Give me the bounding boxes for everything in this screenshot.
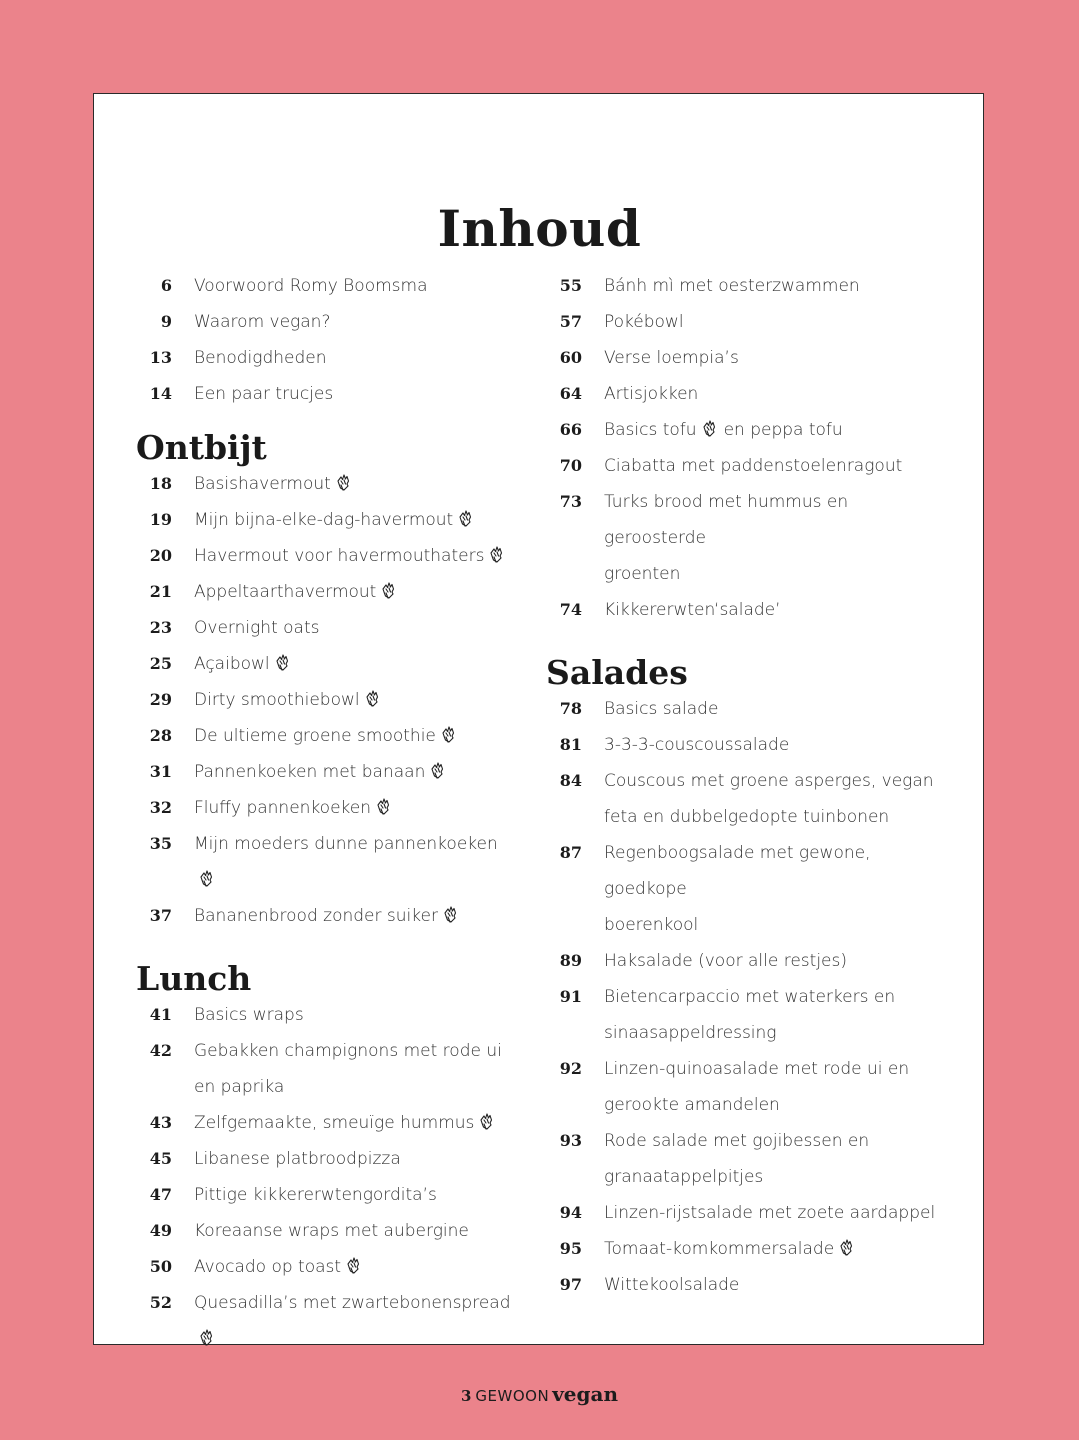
page-number: 21 [149, 582, 172, 601]
toc-entry [136, 574, 516, 610]
hand-leaf-icon [198, 1327, 216, 1347]
section-heading-salades: Salades [546, 653, 688, 692]
entry-title-wrap [194, 826, 516, 898]
entry-title: Voorwoord Romy Boomsma [194, 276, 428, 296]
entry-title-wrap [194, 1249, 516, 1285]
page-number: 18 [149, 474, 172, 493]
entry-title-wrap [604, 592, 946, 628]
entry-title: 3-3-3-couscoussalade [604, 735, 790, 755]
toc-entry-line [136, 340, 516, 376]
toc-entry-line [546, 592, 946, 628]
toc-entry-line [546, 376, 946, 412]
toc-entry [136, 268, 516, 304]
toc-entry [546, 1195, 946, 1231]
toc-entry [136, 1249, 516, 1285]
toc-entry [136, 466, 516, 502]
toc-entry [136, 340, 516, 376]
entry-title: Wittekoolsalade [604, 1275, 740, 1295]
toc-entry-line [546, 691, 946, 727]
page-number: 9 [160, 312, 172, 331]
toc-entry-line [136, 997, 516, 1033]
page-number: 35 [149, 834, 172, 853]
toc-entry-line [546, 727, 946, 763]
entry-title: Linzen-rijstsalade met zoete aardappel [604, 1203, 936, 1223]
entry-title: De ultieme groene smoothie [194, 726, 436, 746]
hand-leaf-icon [429, 760, 447, 780]
entry-title-wrap [604, 943, 946, 979]
hand-leaf-icon [335, 472, 353, 492]
entry-title: Artisjokken [604, 384, 699, 404]
page-number: 20 [149, 546, 172, 565]
page-number: 70 [559, 456, 582, 475]
toc-entry-line [546, 763, 946, 799]
toc-entry-line [136, 1213, 516, 1249]
hand-leaf-icon [478, 1111, 496, 1131]
entry-title: Tomaat-komkommersalade [604, 1239, 835, 1259]
page-number: 25 [149, 654, 172, 673]
entry-title-line-2: groenten [604, 564, 681, 584]
page-number: 95 [559, 1239, 582, 1258]
page-number: 94 [559, 1203, 582, 1222]
hand-leaf-icon [457, 508, 475, 528]
toc-left-column [136, 268, 516, 1357]
toc-entry-line [546, 340, 946, 376]
page-number: 49 [149, 1221, 172, 1240]
entry-title-wrap [194, 1177, 516, 1213]
entry-title-wrap [194, 1213, 516, 1249]
footer-brand-bold: vegan [552, 1382, 619, 1406]
entry-title-wrap [194, 997, 516, 1033]
page-number: 6 [160, 276, 172, 295]
page-number: 60 [559, 348, 582, 367]
toc-entry-line [546, 835, 946, 907]
entry-title: Dirty smoothiebowl [194, 690, 360, 710]
entry-title: Couscous met groene asperges, vegan [604, 771, 934, 791]
page-number: 13 [149, 348, 172, 367]
entry-title-wrap [194, 304, 516, 340]
toc-entry [136, 718, 516, 754]
toc-entry [136, 826, 516, 898]
entry-title: Appeltaarthavermout [194, 582, 377, 602]
entry-title: Linzen-quinoasalade met rode ui en [604, 1059, 910, 1079]
entry-title-wrap [194, 646, 516, 682]
entry-title: Pannenkoeken met banaan [194, 762, 426, 782]
toc-entry [546, 763, 946, 835]
page-number: 57 [559, 312, 582, 331]
footer-page-number: 3 [460, 1387, 472, 1405]
hand-leaf-icon [375, 796, 393, 816]
page-number: 66 [559, 420, 582, 439]
toc-entry-line [136, 538, 516, 574]
entry-title: Fluffy pannenkoeken [194, 798, 372, 818]
toc-entry-line [546, 268, 946, 304]
entry-title-wrap [194, 1141, 516, 1177]
page-number: 81 [559, 735, 582, 754]
entry-title: Pittige kikkererwtengordita’s [194, 1185, 437, 1205]
entry-title-wrap [604, 1267, 946, 1303]
entry-title-line-2: boerenkool [604, 915, 699, 935]
entry-title-wrap [194, 754, 516, 790]
entry-title-line-2: granaatappelpitjes [604, 1167, 764, 1187]
toc-entry-line [136, 1285, 516, 1357]
toc-entry-line-2 [546, 556, 946, 592]
hand-leaf-icon [380, 580, 398, 600]
entry-title-line-2: sinaasappeldressing [604, 1023, 777, 1043]
page-number: 91 [559, 987, 582, 1006]
entry-title-wrap [194, 340, 516, 376]
toc-entry-line [136, 754, 516, 790]
toc-entry [546, 412, 946, 448]
entry-title-line-2: gerookte amandelen [604, 1095, 780, 1115]
page-number: 55 [559, 276, 582, 295]
entry-title-wrap [604, 763, 946, 799]
entry-title-wrap [194, 1285, 516, 1357]
page-title: Inhoud [437, 198, 642, 258]
toc-entry [546, 1267, 946, 1303]
toc-entry [546, 592, 946, 628]
entry-title: Havermout voor havermouthaters [194, 546, 485, 566]
entry-title: Mijn bijna-elke-dag-havermout [194, 510, 454, 530]
entry-title-wrap [194, 682, 516, 718]
entry-title-wrap [604, 268, 946, 304]
page-number: 14 [149, 384, 172, 403]
page-number: 50 [149, 1257, 172, 1276]
entry-title-wrap [604, 376, 946, 412]
page-footer [0, 1382, 1079, 1406]
page-number: 89 [559, 951, 582, 970]
entry-title: Koreaanse wraps met aubergine [194, 1221, 469, 1241]
entry-title-wrap [604, 835, 946, 907]
page-number: 84 [559, 771, 582, 790]
entry-title-wrap [604, 1195, 946, 1231]
toc-entry-line-2 [546, 799, 946, 835]
hand-leaf-icon [198, 868, 216, 888]
toc-entry [136, 1213, 516, 1249]
toc-entry-line [136, 1141, 516, 1177]
toc-entry [136, 502, 516, 538]
hand-leaf-icon [345, 1255, 363, 1275]
toc-entry-line [136, 610, 516, 646]
toc-entry-line [546, 1051, 946, 1087]
entry-title: Basishavermout [194, 474, 331, 494]
toc-entry [136, 682, 516, 718]
toc-entry-line [136, 268, 516, 304]
entry-title-wrap [604, 727, 946, 763]
toc-entry [136, 610, 516, 646]
toc-entry-line [136, 790, 516, 826]
footer-brand: GEWOON [475, 1387, 550, 1405]
toc-entry [136, 304, 516, 340]
toc-entry-line [136, 376, 516, 412]
entry-title: Bánh mì met oesterzwammen [604, 276, 860, 296]
toc-entry [136, 1141, 516, 1177]
hand-leaf-icon [488, 544, 506, 564]
toc-entry-line [136, 304, 516, 340]
page-number: 45 [149, 1149, 172, 1168]
entry-title: Basics tofu [604, 420, 697, 440]
toc-entry [136, 1105, 516, 1141]
toc-entry-line [136, 898, 516, 934]
entry-title-continued: en peppa tofu [723, 420, 843, 440]
entry-title: Rode salade met gojibessen en [604, 1131, 870, 1151]
page-number: 41 [149, 1005, 172, 1024]
toc-entry-line [136, 466, 516, 502]
entry-title: Zelfgemaakte, smeuïge hummus [194, 1113, 475, 1133]
toc-entry-line [546, 943, 946, 979]
page-number: 28 [149, 726, 172, 745]
toc-entry-line [136, 1249, 516, 1285]
hand-leaf-icon [364, 688, 382, 708]
entry-title: Açaibowl [194, 654, 270, 674]
toc-entry-line [546, 448, 946, 484]
page-number: 37 [149, 906, 172, 925]
toc-entry [546, 484, 946, 592]
toc-entry [546, 943, 946, 979]
toc-entry [546, 1123, 946, 1195]
page-number: 19 [149, 510, 172, 529]
page-number: 52 [149, 1293, 172, 1312]
toc-entry-line [546, 484, 946, 556]
entry-title-wrap [194, 1033, 516, 1069]
entry-title: Avocado op toast [194, 1257, 342, 1277]
page-number: 23 [149, 618, 172, 637]
toc-entry-line [136, 1033, 516, 1069]
toc-entry [136, 790, 516, 826]
page-number: 29 [149, 690, 172, 709]
entry-title-wrap [194, 538, 516, 574]
hand-leaf-icon [442, 904, 460, 924]
toc-entry [546, 835, 946, 943]
toc-entry-line-2 [136, 1069, 516, 1105]
toc-entry [136, 1177, 516, 1213]
page-number: 92 [559, 1059, 582, 1078]
entry-title: Kikkererwten‘salade’ [604, 600, 781, 620]
toc-entry [136, 646, 516, 682]
toc-entry [546, 979, 946, 1051]
toc-entry-line [136, 502, 516, 538]
section-heading-lunch: Lunch [136, 959, 252, 998]
page-number: 73 [559, 492, 582, 511]
toc-entry [546, 727, 946, 763]
entry-title-wrap [604, 691, 946, 727]
toc-entry-line-2 [546, 907, 946, 943]
entry-title-wrap [604, 412, 946, 448]
hand-leaf-icon [274, 652, 292, 672]
page-number: 47 [149, 1185, 172, 1204]
entry-title: Een paar trucjes [194, 384, 334, 404]
hand-leaf-icon [838, 1237, 856, 1257]
toc-entry-line [136, 682, 516, 718]
entry-title-wrap [194, 376, 516, 412]
toc-entry-line [136, 646, 516, 682]
entry-title-wrap [604, 448, 946, 484]
toc-entry [546, 448, 946, 484]
toc-entry-line [546, 304, 946, 340]
toc-entry-line [136, 1177, 516, 1213]
toc-entry-line [136, 1105, 516, 1141]
entry-title-wrap [194, 1105, 516, 1141]
entry-title-wrap [194, 502, 516, 538]
page-number: 43 [149, 1113, 172, 1132]
entry-title-wrap [194, 466, 516, 502]
entry-title-line-2: en paprika [194, 1077, 285, 1097]
entry-title: Verse loempia’s [604, 348, 739, 368]
entry-title: Overnight oats [194, 618, 320, 638]
entry-title: Bietencarpaccio met waterkers en [604, 987, 896, 1007]
toc-entry-line-2 [546, 1015, 946, 1051]
page-number: 31 [149, 762, 172, 781]
entry-title-wrap [604, 1123, 946, 1159]
toc-entry [546, 691, 946, 727]
page-number: 93 [559, 1131, 582, 1150]
toc-entry-line [546, 1195, 946, 1231]
toc-entry [136, 997, 516, 1033]
toc-entry-line [136, 826, 516, 898]
page-number: 42 [149, 1041, 172, 1060]
toc-entry [546, 1231, 946, 1267]
toc-entry-line [546, 979, 946, 1015]
entry-title: Waarom vegan? [194, 312, 331, 332]
toc-entry [546, 304, 946, 340]
section-heading-ontbijt: Ontbijt [136, 428, 267, 467]
toc-entry [546, 340, 946, 376]
toc-entry [546, 376, 946, 412]
toc-entry [136, 1033, 516, 1105]
page-number: 87 [559, 843, 582, 862]
entry-title: Ciabatta met paddenstoelenragout [604, 456, 903, 476]
toc-entry-line [136, 718, 516, 754]
toc-entry [136, 1285, 516, 1357]
entry-title: Libanese platbroodpizza [194, 1149, 401, 1169]
toc-entry [136, 376, 516, 412]
entry-title-wrap [194, 574, 516, 610]
entry-title: Basics salade [604, 699, 719, 719]
toc-right-column [546, 268, 946, 1303]
entry-title: Haksalade (voor alle restjes) [604, 951, 847, 971]
entry-title: Pokébowl [604, 312, 684, 332]
toc-entry [136, 898, 516, 934]
page-number: 64 [559, 384, 582, 403]
entry-title-wrap [604, 979, 946, 1015]
hand-leaf-icon [701, 418, 719, 438]
entry-title-wrap [194, 718, 516, 754]
toc-entry-line [546, 412, 946, 448]
page-number: 97 [559, 1275, 582, 1294]
toc-entry-line [546, 1267, 946, 1303]
entry-title-line-2: feta en dubbelgedopte tuinbonen [604, 807, 890, 827]
toc-entry-line-2 [546, 1087, 946, 1123]
entry-title: Benodigdheden [194, 348, 327, 368]
entry-title-wrap [194, 610, 516, 646]
entry-title-wrap [194, 790, 516, 826]
hand-leaf-icon [440, 724, 458, 744]
toc-entry [546, 1051, 946, 1123]
entry-title-wrap [194, 898, 516, 934]
toc-entry-line [546, 1231, 946, 1267]
entry-title: Regenboogsalade met gewone, goedkope [604, 843, 871, 899]
toc-entry-line-2 [546, 1159, 946, 1195]
entry-title-wrap [604, 484, 946, 556]
entry-title-wrap [604, 1231, 946, 1267]
toc-entry-line [546, 1123, 946, 1159]
entry-title: Turks brood met hummus en geroosterde [604, 492, 849, 548]
page-number: 32 [149, 798, 172, 817]
entry-title: Quesadilla’s met zwartebonenspread [194, 1293, 511, 1313]
page-number: 74 [559, 600, 582, 619]
entry-title-wrap [604, 304, 946, 340]
page-number: 78 [559, 699, 582, 718]
toc-entry-line [136, 574, 516, 610]
entry-title: Mijn moeders dunne pannenkoeken [194, 834, 498, 854]
toc-entry [136, 754, 516, 790]
entry-title-wrap [194, 268, 516, 304]
toc-entry [136, 538, 516, 574]
toc-entry [546, 268, 946, 304]
entry-title: Bananenbrood zonder suiker [194, 906, 438, 926]
entry-title: Basics wraps [194, 1005, 304, 1025]
entry-title-wrap [604, 1051, 946, 1087]
entry-title-wrap [604, 340, 946, 376]
entry-title: Gebakken champignons met rode ui [194, 1041, 502, 1061]
